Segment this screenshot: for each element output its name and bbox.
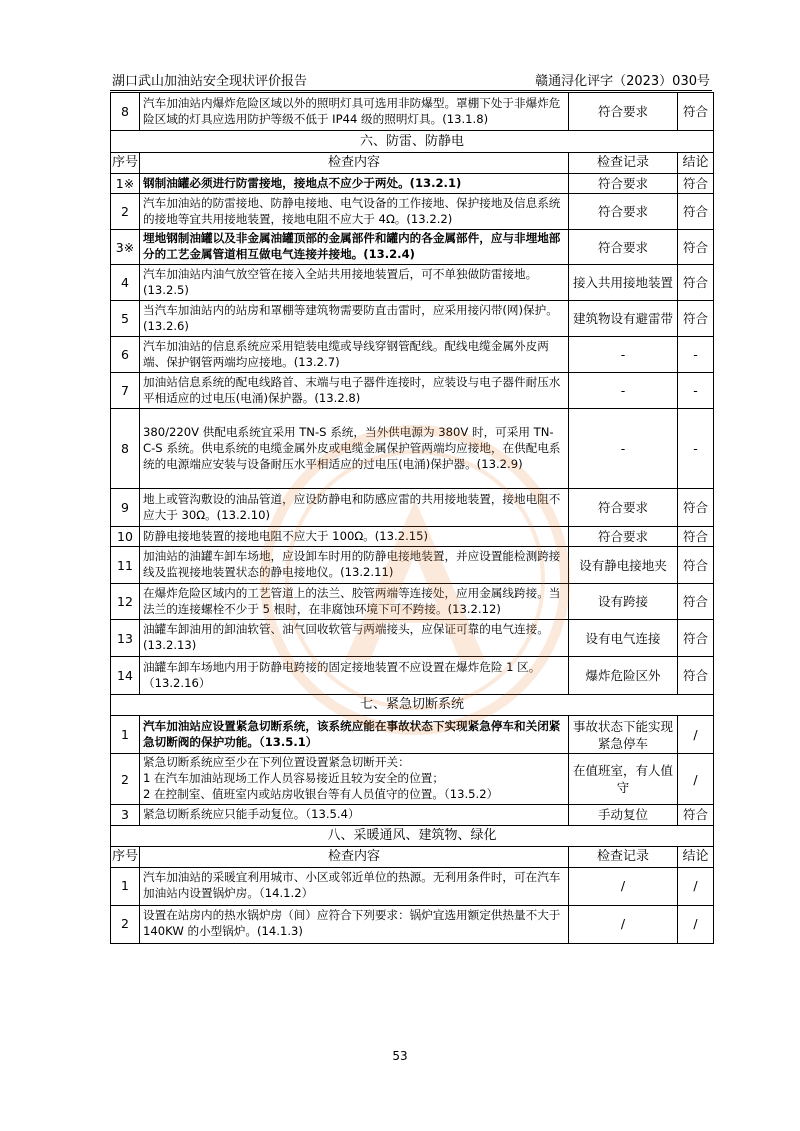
table-row xyxy=(111,489,714,527)
check-record: / xyxy=(569,905,678,943)
check-content: 油罐车卸油用的卸油软管、油气回收软管与两端接头，应保证可靠的电气连接。(13.2.13) xyxy=(140,620,569,657)
check-content: 防静电接地装置的接地电阻不应大于 100Ω。(13.2.15) xyxy=(140,527,569,547)
check-content: 当汽车加油站内的站房和罩棚等建筑物需要防直击雷时，应采用接闪带(网)保护。(13.2.6) xyxy=(140,301,569,337)
conclusion: 符合 xyxy=(678,584,714,620)
check-content: 汽车加油站内油气放空管在接入全站共用接地装置后，可不单独做防雷接地。(13.2.5) xyxy=(140,265,569,301)
conclusion: / xyxy=(678,905,714,943)
conclusion: 符合 xyxy=(678,230,714,265)
check-content: 紧急切断系统应至少在下列位置设置紧急切断开关： 1 在汽车加油站现场工作人员容易接近且较为安全的位置； 2 在控制室、值班室内或站房收银台等有人员值守的位置。（13.5.2） xyxy=(140,754,569,805)
table-row xyxy=(111,230,714,265)
row-number: 11 xyxy=(111,547,140,584)
check-record: 事故状态下能实现紧急停车 xyxy=(569,716,678,754)
check-record: 设有电气连接 xyxy=(569,620,678,657)
check-content: 汽车加油站内爆炸危险区域以外的照明灯具可选用非防爆型。罩棚下处于非爆炸危险区域的灯具应选用防护等级不低于 IP44 级的照明灯具。(13.1.8) xyxy=(140,93,569,131)
table-row xyxy=(111,657,714,695)
table-row xyxy=(111,301,714,337)
table-row xyxy=(111,754,714,805)
conclusion: 符合 xyxy=(678,93,714,131)
header-no: 序号 xyxy=(111,153,140,174)
header-record: 检查记录 xyxy=(569,153,678,174)
page-header xyxy=(110,68,712,91)
row-number: 13 xyxy=(111,620,140,657)
row-number: 4 xyxy=(111,265,140,301)
table-row xyxy=(111,867,714,905)
table-header-row xyxy=(111,153,714,174)
table-row xyxy=(111,547,714,584)
check-content: 埋地钢制油罐以及非金属油罐顶部的金属部件和罐内的各金属部件，应与非埋地部分的工艺金属管道相互做电气连接并接地。(13.2.4) xyxy=(140,230,569,265)
table-row xyxy=(111,194,714,230)
conclusion: 符合 xyxy=(678,657,714,695)
check-record: 符合要求 xyxy=(569,230,678,265)
conclusion: - xyxy=(678,337,714,373)
conclusion: 符合 xyxy=(678,620,714,657)
row-number: 1 xyxy=(111,716,140,754)
check-content: 在爆炸危险区域内的工艺管道上的法兰、胶管两端等连接处，应用金属线跨接。当法兰的连接螺栓不少于 5 根时，在非腐蚀环境下可不跨接。(13.2.12) xyxy=(140,584,569,620)
row-number: 3 xyxy=(111,805,140,825)
conclusion: 符合 xyxy=(678,489,714,527)
table-row xyxy=(111,337,714,373)
table-row xyxy=(111,905,714,943)
row-number: 9 xyxy=(111,489,140,527)
table-row xyxy=(111,265,714,301)
check-record: - xyxy=(569,409,678,489)
row-number: 2 xyxy=(111,754,140,805)
table-row xyxy=(111,373,714,409)
check-record: 爆炸危险区外 xyxy=(569,657,678,695)
row-number: 7 xyxy=(111,373,140,409)
conclusion: 符合 xyxy=(678,805,714,825)
conclusion: 符合 xyxy=(678,301,714,337)
check-content: 汽车加油站应设置紧急切断系统，该系统应能在事故状态下实现紧急停车和关闭紧急切断阀的保护功能。（13.5.1） xyxy=(140,716,569,754)
row-number: 3※ xyxy=(111,230,140,265)
section-row xyxy=(111,825,714,846)
check-record: 符合要求 xyxy=(569,489,678,527)
report-number: 赣通浔化评字（2023）030号 xyxy=(535,74,710,89)
check-record: - xyxy=(569,337,678,373)
section-row xyxy=(111,695,714,716)
table-row xyxy=(111,409,714,489)
table-row xyxy=(111,527,714,547)
check-content: 设置在站房内的热水锅炉房（间）应符合下列要求：锅炉宜选用额定供热量不大于 140KW 的小型锅炉。(14.1.3) xyxy=(140,905,569,943)
header-conclusion: 结论 xyxy=(678,153,714,174)
row-number: 8 xyxy=(111,93,140,131)
check-content: 加油站信息系统的配电线路首、末端与电子器件连接时，应装设与电子器件耐压水平相适应的过电压(电涌)保护器。(13.2.8) xyxy=(140,373,569,409)
row-number: 8 xyxy=(111,409,140,489)
check-record: 设有静电接地夹 xyxy=(569,547,678,584)
row-number: 1 xyxy=(111,867,140,905)
check-record: - xyxy=(569,373,678,409)
check-record: 符合要求 xyxy=(569,173,678,193)
table-row xyxy=(111,620,714,657)
check-content: 钢制油罐必须进行防雷接地，接地点不应少于两处。(13.2.1) xyxy=(140,173,569,193)
table-row xyxy=(111,716,714,754)
check-record: 设有跨接 xyxy=(569,584,678,620)
evaluation-table xyxy=(110,92,714,944)
check-record: 接入共用接地装置 xyxy=(569,265,678,301)
conclusion: 符合 xyxy=(678,265,714,301)
conclusion: 符合 xyxy=(678,527,714,547)
header-conclusion: 结论 xyxy=(678,846,714,867)
row-number: 12 xyxy=(111,584,140,620)
row-number: 5 xyxy=(111,301,140,337)
check-record: 符合要求 xyxy=(569,93,678,131)
table-header-row xyxy=(111,846,714,867)
conclusion: - xyxy=(678,409,714,489)
check-content: 紧急切断系统应只能手动复位。（13.5.4） xyxy=(140,805,569,825)
row-number: 10 xyxy=(111,527,140,547)
header-record: 检查记录 xyxy=(569,846,678,867)
section-row xyxy=(111,131,714,153)
section-title: 七、紧急切断系统 xyxy=(111,695,714,716)
table-row xyxy=(111,173,714,193)
table-row xyxy=(111,584,714,620)
conclusion: 符合 xyxy=(678,547,714,584)
conclusion: / xyxy=(678,867,714,905)
check-record: 符合要求 xyxy=(569,527,678,547)
row-number: 2 xyxy=(111,905,140,943)
page-number: 53 xyxy=(392,1049,408,1063)
row-number: 14 xyxy=(111,657,140,695)
table-row xyxy=(111,93,714,131)
check-content: 380/220V 供配电系统宜采用 TN-S 系统，当外供电源为 380V 时，可采用 TN-C-S 系统。供电系统的电缆金属外皮或电缆金属保护管两端均应接地，在供配电系统的电源端应安装与设备耐压水平相适应的过电压(电涌)保护器。(13.2.9) xyxy=(140,409,569,489)
header-content: 检查内容 xyxy=(140,846,569,867)
check-content: 加油站的油罐车卸车场地，应设卸车时用的防静电接地装置，并应设置能检测跨接线及监视接地装置状态的静电接地仪。(13.2.11) xyxy=(140,547,569,584)
section-title: 六、防雷、防静电 xyxy=(111,131,714,153)
section-title: 八、采暖通风、建筑物、绿化 xyxy=(111,825,714,846)
conclusion: / xyxy=(678,716,714,754)
check-content: 油罐车卸车场地内用于防静电跨接的固定接地装置不应设置在爆炸危险 1 区。（13.2.16） xyxy=(140,657,569,695)
check-content: 汽车加油站的信息系统应采用铠装电缆或导线穿钢管配线。配线电缆金属外皮两端、保护钢管两端均应接地。(13.2.7) xyxy=(140,337,569,373)
conclusion: 符合 xyxy=(678,194,714,230)
table-row xyxy=(111,805,714,825)
row-number: 1※ xyxy=(111,173,140,193)
check-record: 手动复位 xyxy=(569,805,678,825)
header-no: 序号 xyxy=(111,846,140,867)
check-content: 地上或管沟敷设的油品管道，应设防静电和防感应雷的共用接地装置，接地电阻不应大于 30Ω。(13.2.10) xyxy=(140,489,569,527)
check-record: 建筑物设有避雷带 xyxy=(569,301,678,337)
report-title: 湖口武山加油站安全现状评价报告 xyxy=(112,74,308,89)
conclusion: / xyxy=(678,754,714,805)
conclusion: - xyxy=(678,373,714,409)
check-content: 汽车加油站的防雷接地、防静电接地、电气设备的工作接地、保护接地及信息系统的接地等宜共用接地装置，接地电阻不应大于 4Ω。(13.2.2) xyxy=(140,194,569,230)
check-content: 汽车加油站的采暖宜利用城市、小区或邻近单位的热源。无利用条件时，可在汽车加油站内设置锅炉房。（14.1.2） xyxy=(140,867,569,905)
check-record: 在值班室，有人值守 xyxy=(569,754,678,805)
header-content: 检查内容 xyxy=(140,153,569,174)
check-record: / xyxy=(569,867,678,905)
row-number: 2 xyxy=(111,194,140,230)
row-number: 6 xyxy=(111,337,140,373)
check-record: 符合要求 xyxy=(569,194,678,230)
conclusion: 符合 xyxy=(678,173,714,193)
